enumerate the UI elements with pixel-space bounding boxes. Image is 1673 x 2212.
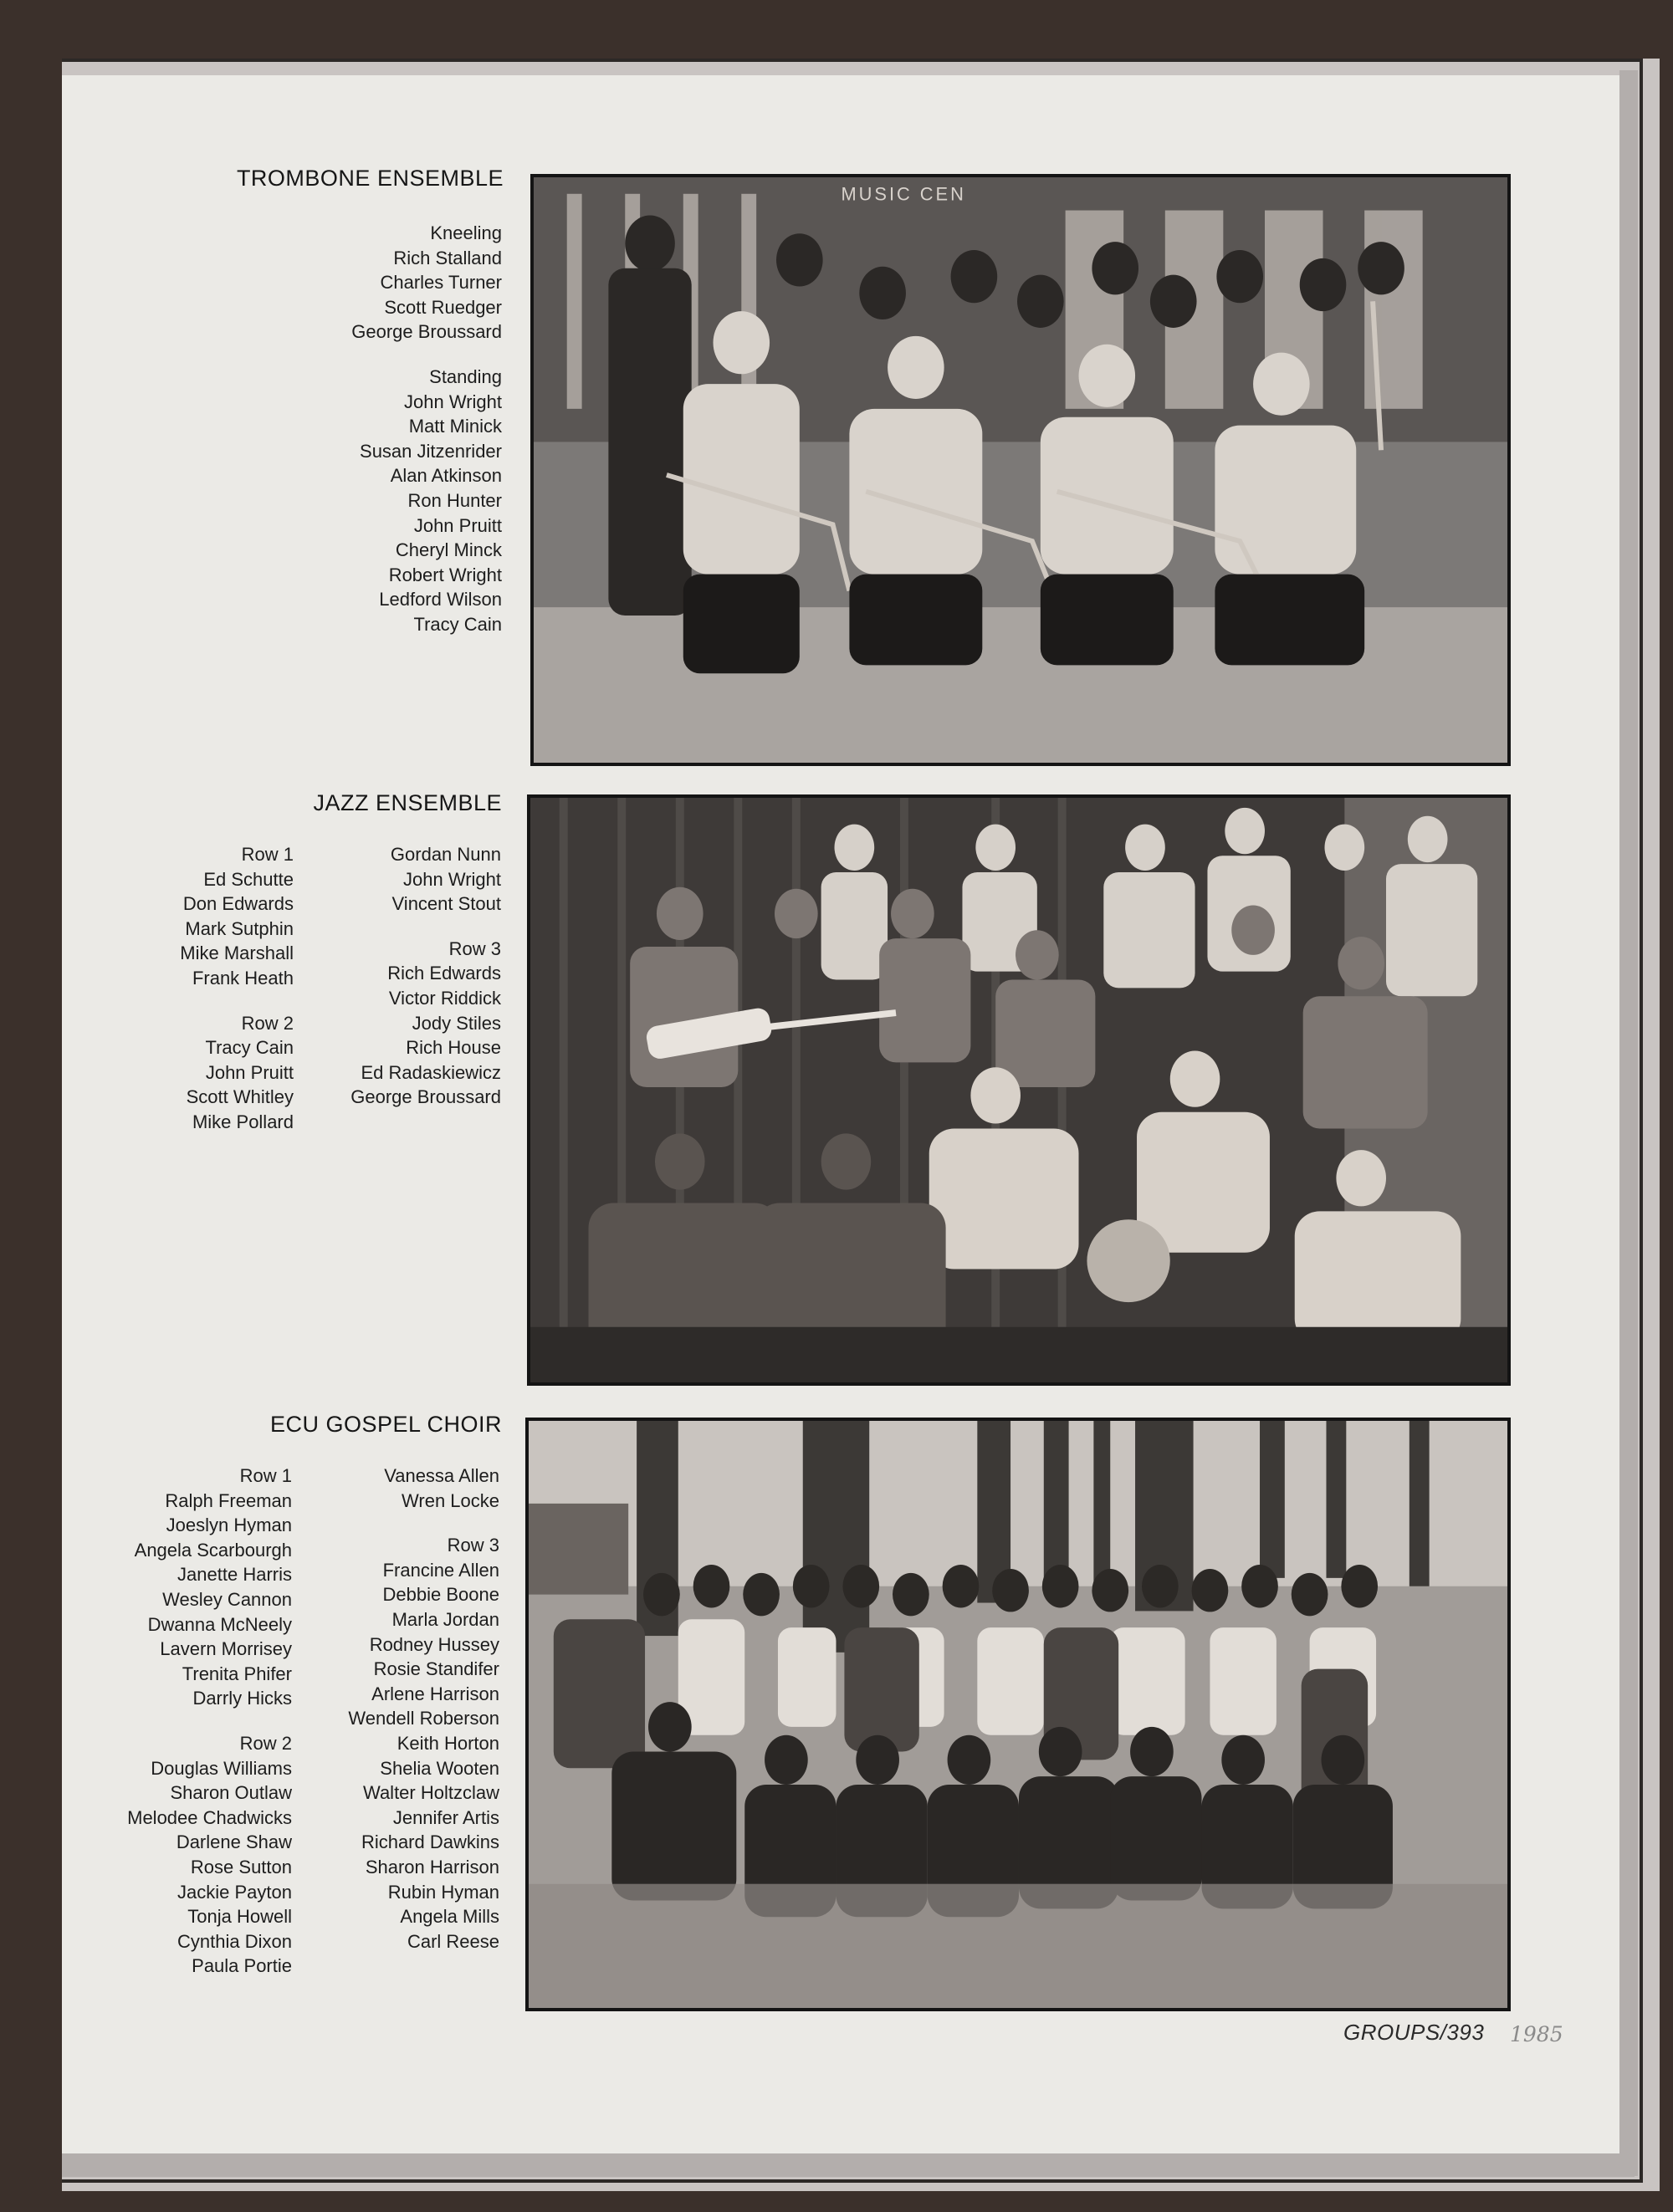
trombone-title: TROMBONE ENSEMBLE — [236, 166, 504, 191]
row-heading: Row 3 — [447, 1535, 499, 1556]
member-name: John Pruitt — [413, 514, 502, 536]
member-name: Charles Turner — [380, 272, 502, 294]
member-name: Sharon Harrison — [365, 1856, 499, 1877]
frame-band-right — [1619, 70, 1638, 2176]
row-heading: Row 1 — [241, 844, 294, 865]
member-name: Keith Horton — [397, 1732, 499, 1754]
row-heading: Row 3 — [448, 937, 501, 959]
member-name: Cynthia Dixon — [177, 1930, 292, 1952]
member-name: Tonja Howell — [187, 1906, 292, 1928]
member-name: Joeslyn Hyman — [166, 1515, 292, 1536]
list-spacer — [301, 917, 501, 937]
member-name: Dwanna McNeely — [147, 1613, 292, 1635]
music-center-sign: MUSIC CEN — [841, 183, 966, 205]
member-name: Mark Sutphin — [185, 917, 294, 939]
member-name: George Broussard — [351, 321, 502, 343]
member-name: Ron Hunter — [407, 489, 502, 511]
member-name: Sharon Outlaw — [170, 1782, 292, 1804]
gospel-name-list-right — [301, 1464, 499, 1954]
member-name: Debbie Boone — [382, 1584, 499, 1606]
list-spacer — [75, 1711, 292, 1731]
row-heading: Row 2 — [239, 1732, 292, 1754]
gospel-name-list-left — [75, 1464, 292, 1979]
frame-band-bottom — [62, 2153, 1635, 2177]
member-name: Angela Mills — [400, 1906, 499, 1928]
member-name: Scott Whitley — [186, 1086, 294, 1108]
frame-rule-bottom — [62, 2179, 1643, 2183]
member-name: Wendell Roberson — [348, 1708, 499, 1729]
member-name: Vincent Stout — [391, 893, 501, 915]
member-name: George Broussard — [350, 1086, 501, 1108]
member-name: Robert Wright — [388, 564, 502, 585]
member-name: Shelia Wooten — [380, 1757, 499, 1779]
member-name: John Pruitt — [205, 1061, 294, 1083]
gospel-title: ECU GOSPEL CHOIR — [269, 1412, 502, 1437]
member-name: Angela Scarbourgh — [134, 1539, 292, 1561]
member-name: Frank Heath — [192, 967, 294, 989]
row-heading: Row 1 — [239, 1465, 292, 1486]
member-name: Matt Minick — [408, 416, 502, 437]
list-spacer — [251, 345, 502, 365]
member-name: Paula Portie — [192, 1955, 292, 1977]
member-name: John Wright — [403, 868, 501, 890]
member-name: John Wright — [404, 391, 502, 412]
member-name: Jackie Payton — [177, 1881, 292, 1903]
member-name: Darrly Hicks — [192, 1688, 292, 1709]
member-name: Jody Stiles — [412, 1012, 501, 1034]
member-name: Arlene Harrison — [371, 1683, 499, 1704]
member-name: Tracy Cain — [205, 1037, 294, 1059]
member-name: Susan Jitzenrider — [360, 440, 502, 462]
member-name: Richard Dawkins — [361, 1831, 499, 1853]
member-name: Darlene Shaw — [176, 1831, 292, 1853]
member-name: Jennifer Artis — [392, 1806, 499, 1828]
member-name: Carl Reese — [407, 1930, 499, 1952]
member-name: Ed Radaskiewicz — [361, 1061, 501, 1083]
member-name: Scott Ruedger — [384, 296, 502, 318]
member-name: Rich Stalland — [393, 247, 502, 268]
list-spacer — [84, 991, 294, 1011]
member-name: Tracy Cain — [413, 613, 502, 635]
member-name: Ledford Wilson — [379, 589, 502, 610]
jazz-name-list-right — [301, 842, 501, 1110]
list-spacer — [301, 1513, 499, 1533]
member-name: Walter Holtzclaw — [363, 1782, 499, 1804]
frame-rule-right — [1640, 59, 1643, 2183]
member-name: Mike Marshall — [180, 943, 294, 964]
member-name: Ed Schutte — [203, 868, 294, 890]
member-name: Wesley Cannon — [162, 1588, 292, 1610]
member-name: Gordan Nunn — [390, 844, 501, 865]
member-name: Mike Pollard — [192, 1111, 294, 1132]
member-name: Lavern Morrisey — [160, 1638, 292, 1660]
member-name: Don Edwards — [182, 893, 294, 915]
member-name: Ralph Freeman — [165, 1489, 292, 1511]
member-name: Rich House — [406, 1037, 501, 1059]
member-name: Janette Harris — [177, 1564, 292, 1586]
trombone-name-list — [251, 221, 502, 637]
jazz-title: JAZZ ENSEMBLE — [313, 790, 502, 815]
member-name: Trenita Phifer — [182, 1663, 292, 1684]
frame-rule-top — [62, 59, 1643, 62]
row-heading: Kneeling — [430, 222, 502, 243]
jazz-name-list-left — [84, 842, 294, 1135]
gospel-photo — [525, 1418, 1511, 2011]
member-name: Rose Sutton — [190, 1856, 292, 1877]
member-name: Cheryl Minck — [395, 539, 502, 561]
member-name: Rosie Standifer — [373, 1658, 499, 1680]
member-name: Rich Edwards — [387, 963, 501, 984]
member-name: Vanessa Allen — [384, 1465, 499, 1486]
member-name: Douglas Williams — [151, 1757, 292, 1779]
member-name: Rubin Hyman — [387, 1881, 499, 1903]
row-heading: Standing — [429, 365, 502, 387]
member-name: Francine Allen — [382, 1559, 499, 1581]
row-heading: Row 2 — [241, 1012, 294, 1034]
member-name: Alan Atkinson — [390, 465, 502, 487]
member-name: Melodee Chadwicks — [127, 1806, 292, 1828]
trombone-photo — [530, 174, 1511, 766]
handwritten-year: 1985 — [1510, 2022, 1563, 2046]
jazz-photo — [527, 794, 1511, 1386]
page-label: GROUPS/393 — [1343, 2020, 1485, 2045]
member-name: Rodney Hussey — [369, 1633, 499, 1655]
member-name: Victor Riddick — [388, 987, 501, 1009]
member-name: Marla Jordan — [391, 1608, 499, 1630]
member-name: Wren Locke — [402, 1489, 499, 1511]
